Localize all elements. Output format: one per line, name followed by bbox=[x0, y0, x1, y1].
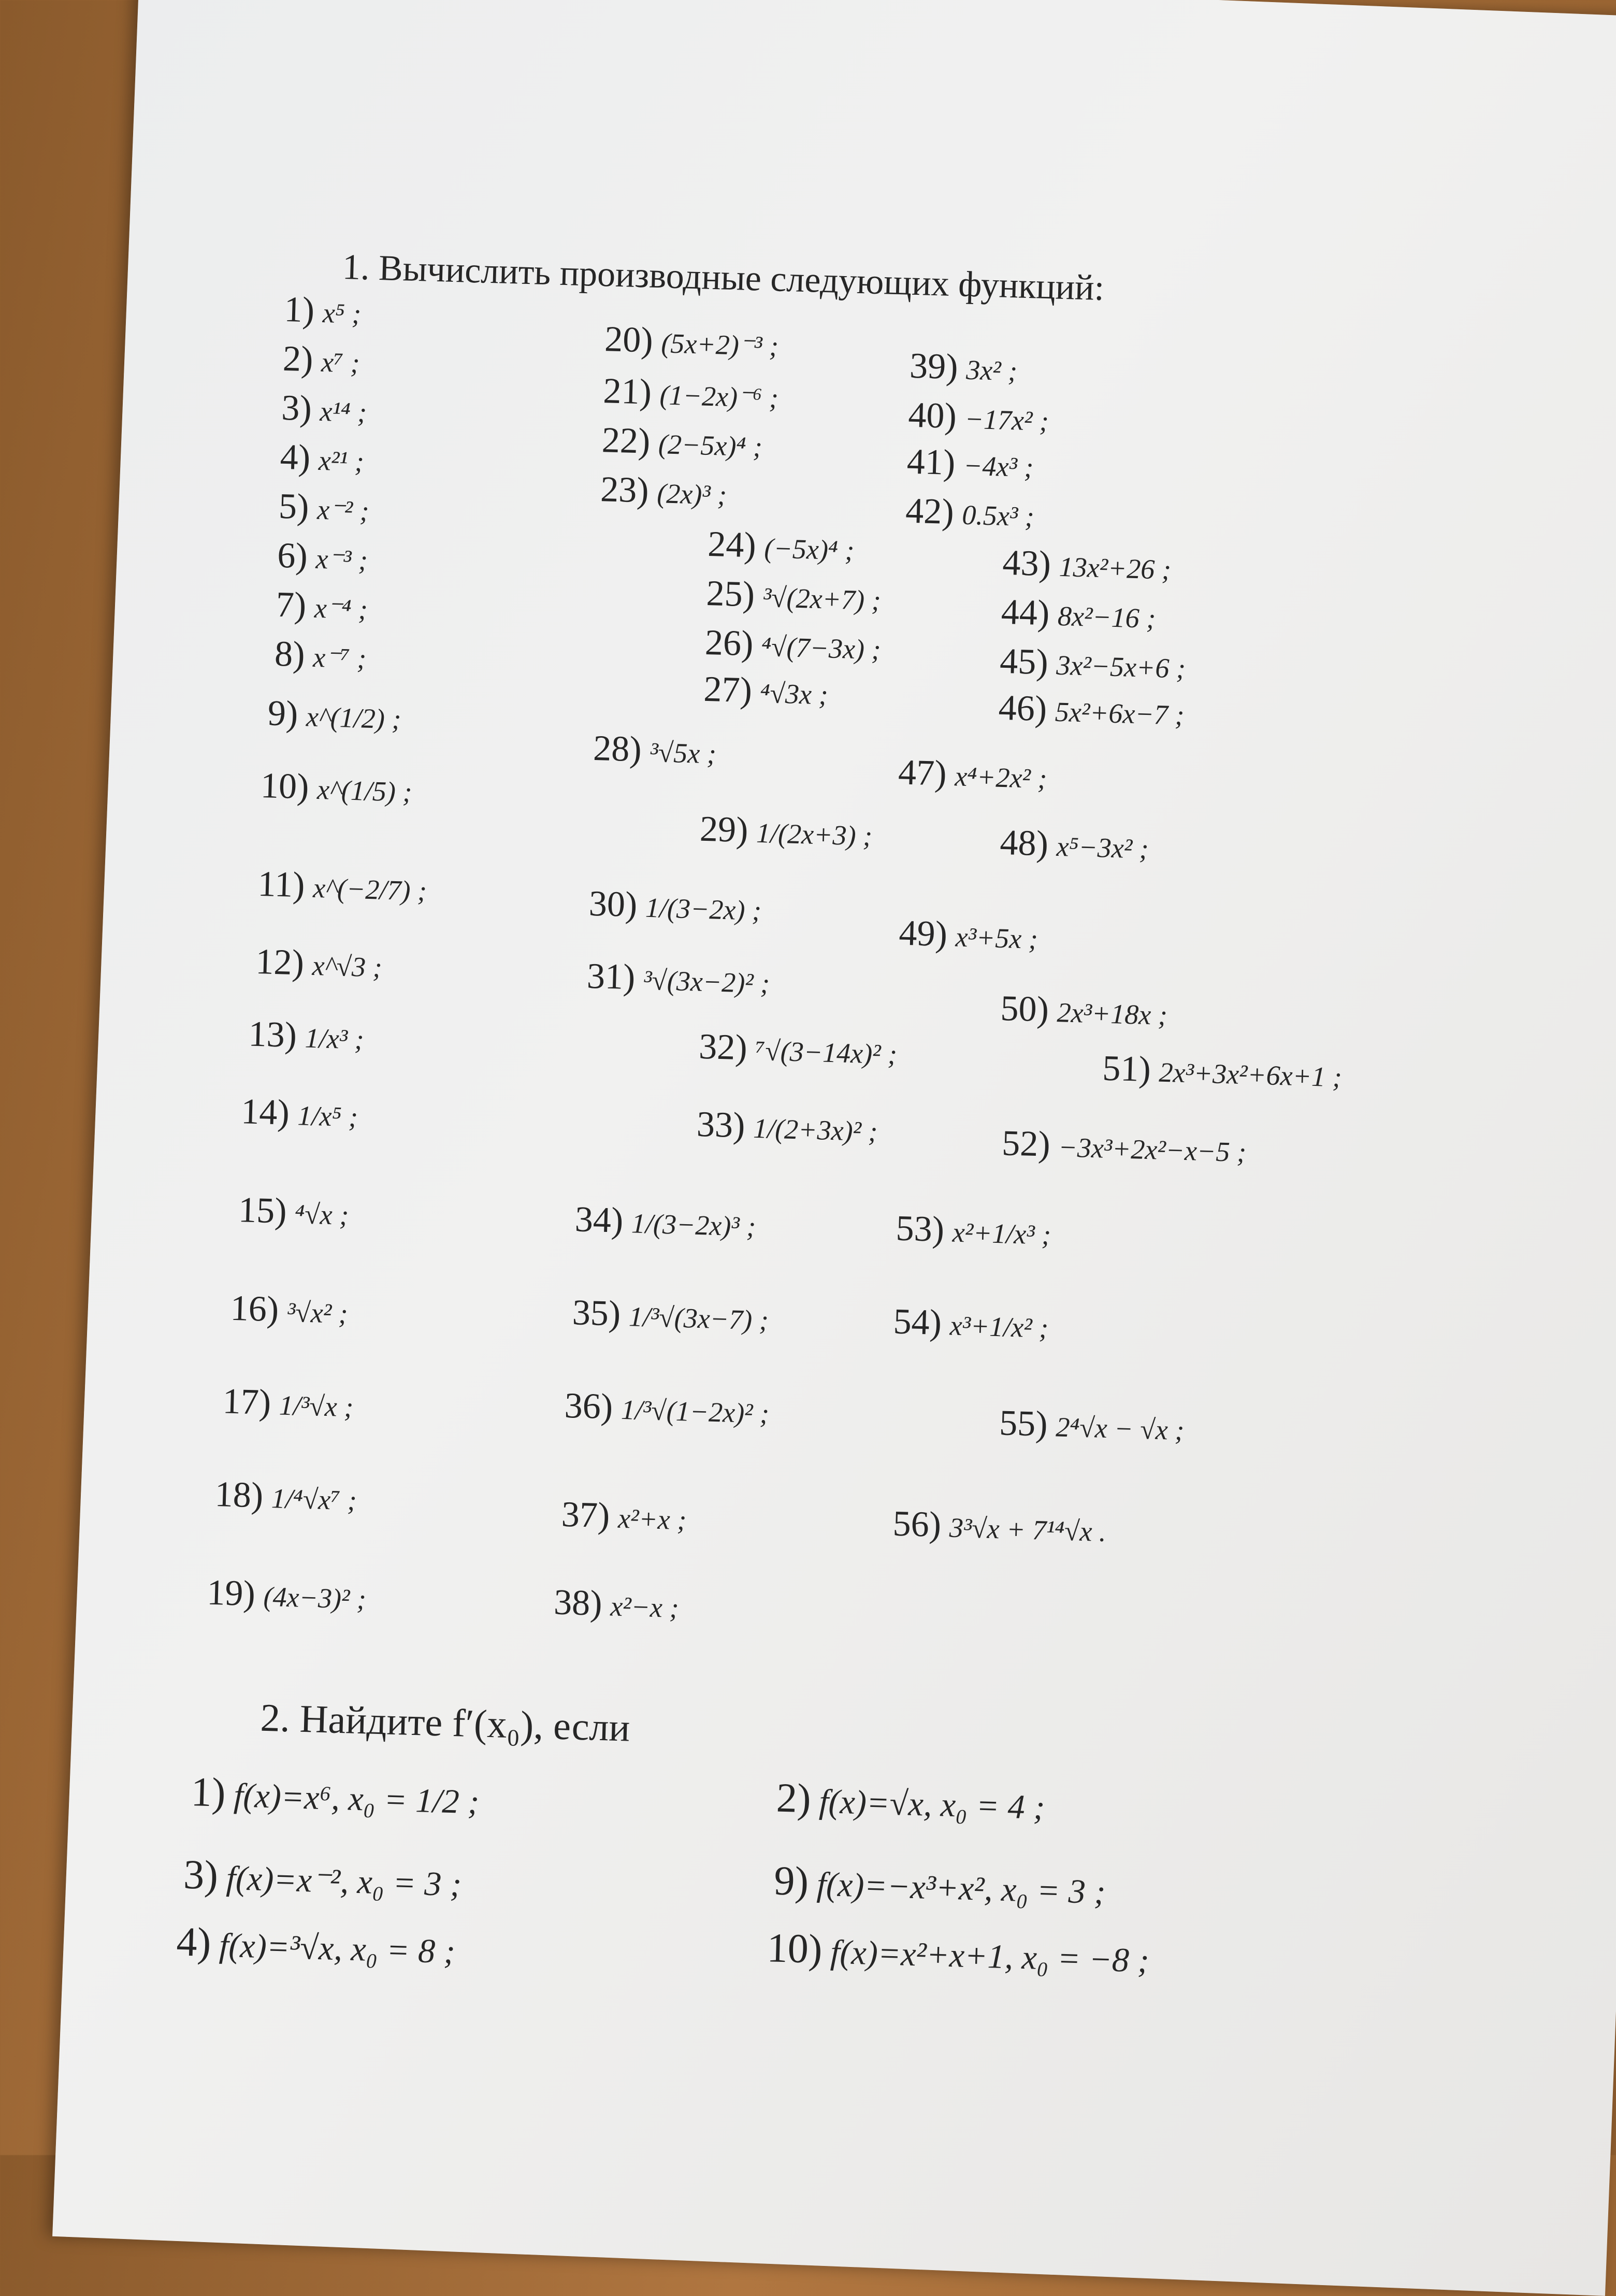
exercise-expression: 5x²+6x−7 ; bbox=[1055, 696, 1185, 731]
exercise-expression: 1/(2+3x)² ; bbox=[753, 1112, 878, 1147]
exercise-expression: x³+1/x² ; bbox=[949, 1310, 1049, 1344]
exercise-number: 29) bbox=[699, 809, 749, 851]
exercise-31 bbox=[586, 958, 770, 1000]
exercise-number: 47) bbox=[898, 752, 947, 794]
exercise-number: 5) bbox=[278, 486, 310, 527]
exercise-number: 24) bbox=[707, 524, 757, 566]
exercise-number: 53) bbox=[895, 1208, 945, 1250]
exercise-number: 12) bbox=[255, 941, 305, 983]
exercise-44 bbox=[1001, 594, 1156, 635]
task2-number: 1) bbox=[190, 1769, 226, 1816]
exercise-expression: x⁵ ; bbox=[322, 297, 362, 330]
exercise-22 bbox=[601, 422, 763, 463]
exercise-46 bbox=[998, 687, 1185, 731]
exercise-23 bbox=[600, 471, 727, 511]
exercise-30 bbox=[588, 883, 762, 927]
exercise-number: 46) bbox=[998, 687, 1048, 729]
exercise-48 bbox=[999, 822, 1149, 865]
exercise-42 bbox=[905, 493, 1034, 533]
exercise-expression: 3³√x + 7¹⁴√x . bbox=[949, 1512, 1107, 1548]
exercise-number: 28) bbox=[593, 728, 642, 770]
exercise-number: 9) bbox=[267, 693, 299, 734]
exercise-14 bbox=[241, 1094, 358, 1133]
exercise-number: 13) bbox=[248, 1014, 298, 1056]
exercise-26 bbox=[704, 622, 882, 666]
exercise-41 bbox=[906, 441, 1034, 484]
task2-expression: f(x)=x⁶, x₀ = 1/2 ; bbox=[233, 1776, 480, 1821]
exercise-expression: x^(1/5) ; bbox=[316, 774, 413, 808]
exercise-number: 48) bbox=[999, 822, 1049, 864]
exercise-expression: ⁴√x ; bbox=[294, 1198, 350, 1231]
section-2-title: 2. Найдите f′(x₀), если bbox=[259, 1696, 631, 1750]
exercise-expression: 1/³√(1−2x)² ; bbox=[621, 1394, 770, 1429]
exercise-35 bbox=[572, 1295, 769, 1337]
exercise-5 bbox=[278, 486, 370, 527]
exercise-number: 8) bbox=[274, 634, 306, 675]
exercise-expression: x³+5x ; bbox=[955, 921, 1038, 955]
exercise-1 bbox=[283, 289, 362, 331]
exercise-number: 33) bbox=[696, 1104, 746, 1146]
exercise-number: 10) bbox=[260, 765, 310, 807]
exercise-11 bbox=[257, 866, 427, 907]
exercise-expression: x²+1/x³ ; bbox=[952, 1216, 1051, 1251]
exercise-17 bbox=[222, 1383, 354, 1423]
exercise-number: 2) bbox=[282, 338, 314, 380]
exercise-36 bbox=[564, 1385, 770, 1430]
exercise-expression: 8x²−16 ; bbox=[1057, 600, 1157, 635]
exercise-expression: ³√(3x−2)² ; bbox=[643, 964, 770, 999]
exercise-expression: 2x³+3x²+6x+1 ; bbox=[1158, 1056, 1343, 1093]
exercise-expression: (5x+2)⁻³ ; bbox=[660, 327, 779, 362]
task2-number: 3) bbox=[183, 1852, 219, 1899]
task2-number: 4) bbox=[176, 1919, 212, 1966]
task2-item-4 bbox=[773, 1860, 1106, 1911]
exercise-38 bbox=[553, 1584, 679, 1624]
exercise-number: 40) bbox=[907, 395, 957, 437]
exercise-29 bbox=[699, 811, 873, 852]
exercise-number: 36) bbox=[564, 1385, 614, 1427]
exercise-number: 52) bbox=[1001, 1123, 1051, 1165]
exercise-19 bbox=[206, 1572, 367, 1616]
exercise-number: 50) bbox=[1000, 988, 1050, 1030]
exercise-21 bbox=[603, 373, 779, 414]
exercise-expression: x⁻⁴ ; bbox=[314, 592, 368, 625]
exercise-9 bbox=[267, 695, 401, 735]
exercise-number: 18) bbox=[214, 1474, 264, 1516]
exercise-expression: x⁻⁷ ; bbox=[312, 641, 367, 675]
exercise-13 bbox=[248, 1016, 365, 1056]
exercise-expression: 1/(3−2x)³ ; bbox=[631, 1208, 756, 1242]
exercise-number: 54) bbox=[892, 1301, 943, 1343]
exercise-7 bbox=[275, 584, 368, 626]
exercise-number: 3) bbox=[281, 388, 312, 429]
exercise-number: 55) bbox=[999, 1403, 1048, 1444]
exercise-expression: 3x²−5x+6 ; bbox=[1056, 649, 1186, 684]
exercise-expression: x²+x ; bbox=[617, 1502, 687, 1536]
exercise-expression: 1/x⁵ ; bbox=[297, 1100, 358, 1133]
exercise-expression: ³√x² ; bbox=[286, 1296, 349, 1330]
exercise-expression: −4x³ ; bbox=[963, 450, 1034, 483]
exercise-number: 38) bbox=[553, 1582, 603, 1624]
exercise-number: 43) bbox=[1002, 542, 1052, 584]
exercise-number: 44) bbox=[1000, 592, 1050, 634]
exercise-55 bbox=[999, 1405, 1185, 1446]
exercise-expression: x⁻² ; bbox=[316, 494, 370, 527]
exercise-expression: x⁵−3x² ; bbox=[1056, 830, 1149, 865]
task2-item-6 bbox=[767, 1927, 1150, 1979]
exercise-56 bbox=[892, 1503, 1107, 1548]
exercise-expression: (2−5x)⁴ ; bbox=[658, 428, 763, 463]
exercise-number: 21) bbox=[602, 371, 652, 412]
task2-expression: f(x)=x²+x+1, x₀ = −8 ; bbox=[830, 1933, 1150, 1980]
exercise-expression: x^√3 ; bbox=[311, 950, 383, 983]
task2-item-5 bbox=[176, 1921, 456, 1970]
exercise-51 bbox=[1102, 1048, 1343, 1094]
task2-item-2 bbox=[776, 1777, 1046, 1826]
section-1-title: 1. Вычислить производные следующих функций: bbox=[342, 247, 1105, 309]
exercise-number: 35) bbox=[571, 1293, 622, 1334]
exercise-expression: ³√5x ; bbox=[649, 736, 717, 770]
exercise-number: 49) bbox=[898, 913, 948, 955]
exercise-expression: x²−x ; bbox=[610, 1590, 680, 1624]
exercise-expression: 0.5x³ ; bbox=[961, 499, 1035, 533]
exercise-number: 14) bbox=[240, 1092, 290, 1133]
exercise-number: 23) bbox=[600, 469, 650, 511]
exercise-10 bbox=[260, 765, 413, 808]
exercise-number: 20) bbox=[604, 319, 654, 361]
exercise-54 bbox=[892, 1301, 1049, 1344]
exercise-43 bbox=[1002, 542, 1172, 586]
exercise-expression: x⁷ ; bbox=[321, 346, 360, 379]
exercise-number: 32) bbox=[698, 1026, 748, 1068]
exercise-expression: 1/³√(3x−7) ; bbox=[628, 1301, 769, 1336]
exercise-45 bbox=[999, 643, 1186, 685]
task2-number: 10) bbox=[766, 1925, 823, 1973]
exercise-expression: ⁴√(7−3x) ; bbox=[761, 630, 882, 666]
exercise-expression: (−5x)⁴ ; bbox=[763, 532, 855, 566]
exercise-number: 30) bbox=[588, 883, 638, 925]
exercise-number: 15) bbox=[238, 1190, 287, 1231]
exercise-25 bbox=[705, 573, 882, 616]
exercise-18 bbox=[214, 1476, 357, 1517]
exercise-39 bbox=[909, 348, 1018, 388]
exercise-49 bbox=[899, 915, 1038, 955]
task2-expression: f(x)=−x³+x², x₀ = 3 ; bbox=[816, 1865, 1106, 1912]
exercise-53 bbox=[895, 1208, 1051, 1251]
exercise-number: 7) bbox=[275, 584, 307, 626]
exercise-27 bbox=[703, 671, 829, 711]
exercise-2 bbox=[282, 338, 360, 380]
exercise-37 bbox=[560, 1494, 687, 1537]
exercise-16 bbox=[230, 1290, 349, 1330]
task2-number: 2) bbox=[775, 1775, 812, 1822]
exercise-expression: 13x²+26 ; bbox=[1058, 551, 1172, 585]
exercise-3 bbox=[281, 390, 367, 429]
exercise-24 bbox=[707, 526, 855, 567]
exercise-number: 17) bbox=[222, 1381, 272, 1423]
exercise-32 bbox=[698, 1026, 898, 1071]
exercise-expression: (1−2x)⁻⁶ ; bbox=[659, 379, 779, 414]
exercise-number: 26) bbox=[704, 622, 754, 664]
exercise-number: 31) bbox=[586, 956, 636, 998]
exercise-expression: 1/⁴√x⁷ ; bbox=[271, 1483, 357, 1516]
exercise-12 bbox=[255, 941, 383, 984]
exercise-47 bbox=[898, 754, 1047, 795]
exercise-number: 22) bbox=[601, 420, 651, 462]
exercise-expression: ⁷√(3−14x)² ; bbox=[755, 1035, 898, 1070]
exercise-number: 34) bbox=[574, 1199, 624, 1241]
exercise-number: 11) bbox=[257, 864, 306, 906]
exercise-28 bbox=[593, 730, 716, 770]
exercise-expression: x⁴+2x² ; bbox=[954, 760, 1048, 795]
exercise-number: 41) bbox=[906, 441, 956, 483]
task2-number: 9) bbox=[773, 1858, 810, 1905]
exercise-expression: (4x−3)² ; bbox=[263, 1581, 367, 1615]
exercise-expression: x¹⁴ ; bbox=[319, 395, 367, 428]
exercise-40 bbox=[908, 397, 1049, 438]
exercise-number: 6) bbox=[277, 535, 308, 577]
task2-item-3 bbox=[183, 1854, 462, 1903]
exercise-expression: x⁻³ ; bbox=[315, 543, 368, 576]
task2-expression: f(x)=√x, x₀ = 4 ; bbox=[818, 1782, 1046, 1827]
exercise-number: 51) bbox=[1102, 1048, 1151, 1090]
exercise-expression: ⁴√3x ; bbox=[759, 677, 829, 711]
exercise-expression: −3x³+2x²−x−5 ; bbox=[1058, 1131, 1247, 1168]
exercise-4 bbox=[280, 439, 365, 478]
exercise-expression: 1/(2x+3) ; bbox=[756, 817, 873, 852]
exercise-33 bbox=[696, 1104, 878, 1148]
exercise-number: 37) bbox=[560, 1494, 611, 1536]
exercise-6 bbox=[277, 535, 368, 577]
exercise-expression: (2x)³ ; bbox=[656, 478, 727, 511]
exercise-expression: 2x³+18x ; bbox=[1056, 997, 1168, 1031]
exercise-expression: ³√(2x+7) ; bbox=[762, 581, 882, 616]
exercise-expression: −17x² ; bbox=[964, 403, 1049, 437]
exercise-number: 19) bbox=[206, 1572, 256, 1614]
exercise-number: 27) bbox=[703, 669, 753, 711]
exercise-expression: 1/³√x ; bbox=[279, 1389, 354, 1423]
exercise-expression: 1/(3−2x) ; bbox=[645, 892, 762, 927]
task2-expression: f(x)=³√x, x₀ = 8 ; bbox=[219, 1926, 456, 1971]
exercise-number: 25) bbox=[705, 573, 756, 615]
exercise-number: 42) bbox=[905, 491, 955, 533]
exercise-expression: x²¹ ; bbox=[318, 444, 365, 478]
exercise-expression: 1/x³ ; bbox=[305, 1022, 365, 1055]
exercise-number: 39) bbox=[909, 346, 959, 388]
exercise-15 bbox=[238, 1192, 349, 1231]
exercise-expression: 2⁴√x − √x ; bbox=[1055, 1411, 1185, 1446]
exercise-52 bbox=[1001, 1125, 1247, 1168]
exercise-number: 4) bbox=[279, 437, 311, 478]
exercise-number: 16) bbox=[229, 1288, 280, 1330]
exercise-expression: x^(1/2) ; bbox=[306, 701, 402, 735]
exercise-number: 45) bbox=[999, 641, 1049, 683]
exercise-50 bbox=[1000, 988, 1168, 1031]
exercise-20 bbox=[604, 321, 779, 362]
task2-expression: f(x)=x⁻², x₀ = 3 ; bbox=[225, 1859, 462, 1904]
exercise-34 bbox=[574, 1201, 756, 1243]
task2-item-1 bbox=[191, 1771, 480, 1821]
exercise-number: 1) bbox=[283, 289, 315, 331]
exercise-number: 56) bbox=[892, 1503, 942, 1545]
exercise-8 bbox=[274, 636, 367, 675]
exercise-expression: x^(−2/7) ; bbox=[312, 872, 427, 907]
exercise-expression: 3x² ; bbox=[965, 354, 1018, 387]
